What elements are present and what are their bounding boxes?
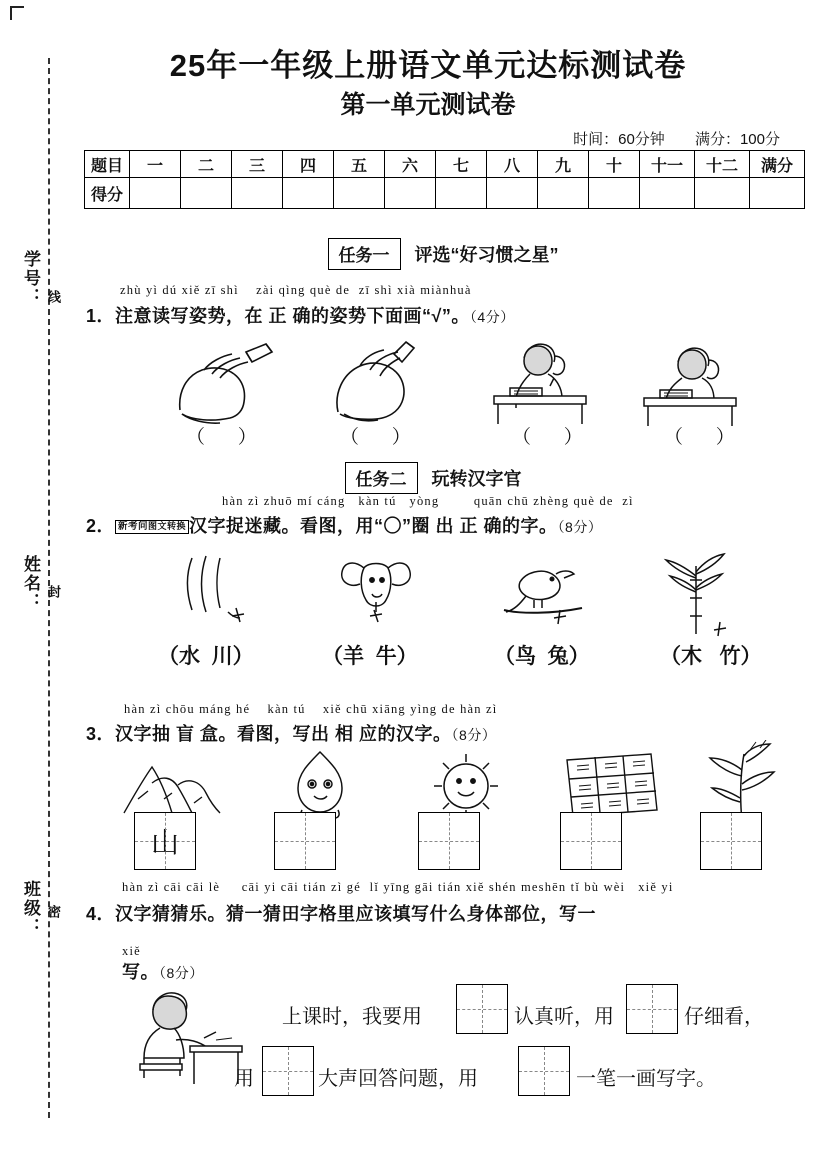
question-4-points: （8分） [159, 965, 204, 981]
q4-sentence-2-part-3: 一笔一画写字。 [576, 1068, 716, 1090]
exam-meta [547, 128, 780, 149]
score-col-11: 十一 [640, 151, 695, 178]
line-word-label: 线 [46, 290, 61, 305]
score-cell[interactable] [334, 178, 385, 209]
q1-answer-4[interactable]: （ ） [664, 427, 749, 448]
class-label: 班级： [21, 880, 40, 937]
bamboo-stalk-icon [650, 546, 760, 643]
score-cell[interactable] [538, 178, 589, 209]
score-cell[interactable] [232, 178, 283, 209]
table-row [85, 151, 805, 178]
q4-answer-grid-4[interactable] [518, 1046, 570, 1096]
question-4-pinyin: hàn zì cāi cāi lè cāi yi cāi tián zì gé lǐ yīng gāi tián xiě shén meshēn tǐ bù wèi xiě yi [122, 880, 674, 894]
q4-sentence-1-part-3: 仔细看， [684, 1006, 764, 1028]
task-banner-1 [30, 238, 826, 270]
q3-grid-4-char [561, 813, 621, 869]
page-title: 25年一年级上册语文单元达标测试卷 [169, 48, 687, 83]
question-1-points: （4分） [469, 309, 515, 325]
q4-sentence-2-part-2: 大声回答问题，用 [318, 1068, 478, 1090]
secret-word-label: 密 [46, 905, 61, 920]
q4-sentence-1-part-2: 认真听，用 [514, 1006, 614, 1028]
tag-line-1: 新考问 [118, 521, 149, 532]
q1-answer-3[interactable]: （ ） [512, 427, 597, 448]
score-col-total: 满分 [750, 151, 805, 178]
question-2-text: 汉字捉迷藏。看图，用“〇”圈 出 正 确的字。 [189, 516, 558, 536]
q3-answer-grid-4[interactable] [560, 812, 622, 870]
task-2-text: 玩转汉字官 [431, 469, 522, 489]
q4-answer-grid-3[interactable] [262, 1046, 314, 1096]
q2-choice-1[interactable]: （水 川） [158, 645, 254, 668]
q3-grid-3-char [419, 813, 479, 869]
score-col-7: 七 [436, 151, 487, 178]
task-2-badge: 任务二 [345, 462, 418, 494]
question-4-text-2: 写。 [122, 962, 159, 982]
score-cell[interactable] [130, 178, 181, 209]
q3-answer-grid-2[interactable] [274, 812, 336, 870]
q2-choice-2[interactable]: （羊 牛） [322, 645, 418, 668]
q2-choice-3[interactable]: （鸟 兔） [494, 645, 590, 668]
q3-answer-grid-3[interactable] [418, 812, 480, 870]
hand-holding-pencil-correct-icon [160, 340, 290, 430]
score-col-5: 五 [334, 151, 385, 178]
score-col-8: 八 [487, 151, 538, 178]
q4-answer-grid-1[interactable] [456, 984, 508, 1034]
q3-grid-5-char [701, 813, 761, 869]
question-1 [86, 302, 515, 328]
score-cell[interactable] [283, 178, 334, 209]
child-writing-at-desk-wrong-icon [630, 336, 750, 433]
table-row [85, 178, 805, 209]
question-4-number: 4． [86, 904, 116, 924]
task-banner-2 [20, 462, 826, 494]
score-col-2: 二 [181, 151, 232, 178]
score-col-1: 一 [130, 151, 181, 178]
question-1-number: 1． [86, 306, 116, 326]
score-cell[interactable] [589, 178, 640, 209]
left-margin-info [0, 0, 78, 1168]
q4-sentence-1-part-1: 上课时，我要用 [282, 1006, 422, 1028]
flowing-water-lines-icon [170, 552, 260, 637]
q3-answer-grid-5[interactable] [700, 812, 762, 870]
question-2-pinyin: hàn zì zhuō mí cáng kàn tú yòng quān chū zhèng què de zì [222, 494, 634, 508]
score-col-6: 六 [385, 151, 436, 178]
q3-answer-grid-1[interactable] [134, 812, 196, 870]
question-3-points: （8分） [451, 727, 497, 743]
goat-head-icon [330, 550, 430, 639]
question-3-text: 汉字抽 盲 盒。看图，写出 相 应的汉字。 [115, 724, 452, 744]
score-table-row-header: 题目 [85, 151, 130, 178]
score-cell[interactable] [750, 178, 805, 209]
question-1-text: 注意读写姿势，在 正 确的姿势下面画“√”。 [115, 306, 470, 326]
q1-answer-1[interactable]: （ ） [186, 427, 271, 448]
score-cell[interactable] [487, 178, 538, 209]
score-col-3: 三 [232, 151, 283, 178]
student-id-label: 学号： [21, 250, 40, 307]
question-3-pinyin: hàn zì chōu máng hé kàn tú xiě chū xiāng yìng de hàn zì [124, 702, 498, 716]
score-col-9: 九 [538, 151, 589, 178]
q4-sentence-2-part-1: 用 [234, 1068, 254, 1090]
hand-holding-pencil-wrong-icon [320, 340, 450, 430]
child-writing-at-desk-correct-icon [480, 336, 600, 433]
time-label: 时间：60分钟 [573, 131, 665, 148]
score-table [84, 150, 805, 209]
score-col-10: 十 [589, 151, 640, 178]
score-cell[interactable] [181, 178, 232, 209]
bird-on-branch-icon [490, 552, 600, 639]
score-cell[interactable] [385, 178, 436, 209]
question-3 [86, 720, 496, 746]
q1-answer-2[interactable]: （ ） [340, 427, 425, 448]
score-cell[interactable] [640, 178, 695, 209]
task-1-text: 评选“好习惯之星” [414, 245, 559, 265]
name-label: 姓名： [21, 555, 40, 612]
question-3-number: 3． [86, 724, 116, 744]
seal-word-label: 封 [46, 585, 61, 600]
question-1-pinyin: zhù yì dú xiě zī shì zài qìng què de zī shì xià miànhuà [120, 283, 472, 297]
q3-grid-2-char [275, 813, 335, 869]
q4-answer-grid-2[interactable] [626, 984, 678, 1034]
page-subtitle: 第一单元测试卷 [340, 91, 516, 119]
score-col-12: 十二 [695, 151, 750, 178]
score-cell[interactable] [695, 178, 750, 209]
score-cell[interactable] [436, 178, 487, 209]
boy-sitting-at-desk-writing-icon [120, 980, 250, 1095]
question-2 [86, 512, 602, 538]
question-2-points: （8分） [557, 519, 603, 535]
question-2-number: 2． [86, 516, 116, 536]
new-question-type-tag [115, 520, 189, 534]
score-row-label: 得分 [85, 178, 130, 209]
q2-choice-4[interactable]: （木 竹） [660, 645, 762, 668]
task-1-badge: 任务一 [328, 238, 401, 270]
score-col-4: 四 [283, 151, 334, 178]
question-4-text: 汉字猜猜乐。猜一猜田字格里应该填写什么身体部位，写一 [115, 904, 597, 924]
question-4-pinyin-2: xiě [122, 944, 141, 958]
total-points-label: 满分：100分 [694, 131, 780, 148]
question-4 [86, 900, 596, 926]
q3-grid-1-char: 山 [150, 827, 179, 858]
tag-line-2: 图文转换 [148, 521, 187, 531]
